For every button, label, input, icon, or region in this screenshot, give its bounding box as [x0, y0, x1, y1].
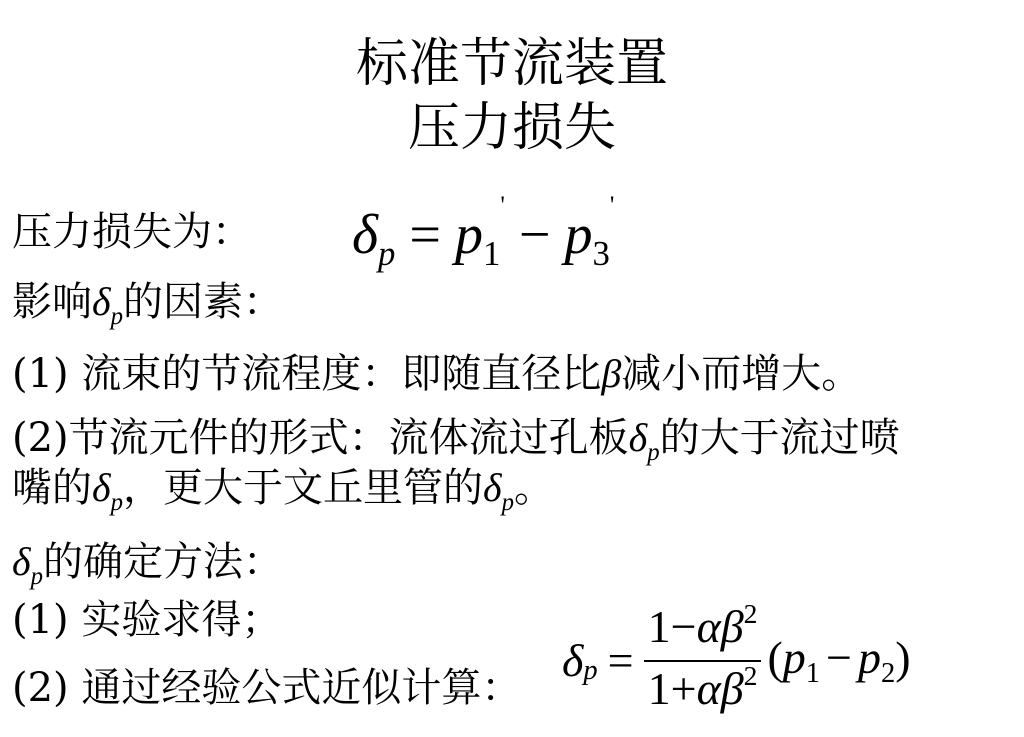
- factors-heading: [12, 278, 283, 332]
- p-symbol: p: [564, 204, 593, 266]
- delta-subscript: p: [110, 302, 123, 330]
- method-heading: [12, 538, 283, 592]
- paren-group: [767, 631, 910, 692]
- right-paren: ): [895, 631, 911, 683]
- exponent: 2: [743, 659, 758, 691]
- factor-item-2-line2: [12, 464, 554, 518]
- method-item-2: (2) 通过经验公式近似计算：: [12, 665, 522, 711]
- prime-mark: ': [500, 191, 505, 219]
- equals-sign: =: [607, 635, 634, 686]
- delta-symbol: δ: [92, 279, 111, 324]
- delta-symbol: δ: [92, 465, 111, 510]
- delta-symbol: δ: [483, 465, 502, 510]
- minus-sign: −: [826, 631, 852, 683]
- p-symbol: p: [454, 204, 483, 266]
- loss-formula: [352, 191, 615, 281]
- delta-symbol: δ: [12, 539, 31, 584]
- minus-sign: −: [670, 601, 697, 652]
- factor-item-1: [12, 350, 861, 398]
- empirical-formula: [562, 597, 911, 722]
- denominator: [644, 659, 762, 722]
- factors-prefix: 影响: [12, 279, 92, 325]
- factor-item-2-line2-mid: ，更大于文丘里管的: [123, 465, 483, 511]
- one-digit: 1: [647, 663, 671, 714]
- delta-symbol: δ: [628, 415, 648, 460]
- minus-sign: −: [518, 204, 551, 266]
- delta-subscript: p: [583, 654, 598, 686]
- plus-sign: +: [670, 663, 697, 714]
- delta-subscript: p: [110, 488, 123, 516]
- factor-item-1-text: (1) 流束的节流程度：即随直径比: [12, 351, 602, 397]
- method-heading-text: 的确定方法：: [43, 539, 283, 585]
- page-title: 标准节流装置: [355, 34, 668, 94]
- alpha-symbol: α: [696, 601, 721, 652]
- p1-subscript: 1: [805, 658, 821, 690]
- equals-sign: =: [409, 204, 441, 266]
- p2-subscript: 2: [880, 658, 896, 690]
- factor-item-2-line2-pre: 嘴的: [12, 465, 92, 511]
- numerator: [644, 597, 762, 660]
- left-paren: (: [767, 631, 783, 683]
- factor-item-2-line2-end: 。: [514, 465, 554, 511]
- alpha-symbol: α: [696, 663, 721, 714]
- factor-item-1-end: 减小而增大。: [621, 351, 862, 397]
- p-symbol: p: [782, 631, 806, 683]
- delta-subscript: p: [378, 234, 396, 274]
- p1-subscript: 1: [482, 234, 501, 274]
- factor-item-2-line1: [12, 414, 900, 468]
- factor-item-2-text: (2)节流元件的形式：流体流过孔板: [12, 415, 629, 461]
- prime-mark: ': [609, 191, 615, 219]
- p3-subscript: 3: [592, 234, 610, 274]
- fraction: [644, 597, 762, 722]
- delta-symbol: δ: [562, 635, 584, 686]
- factor-item-2-end: 的大于流过喷: [659, 415, 900, 461]
- delta-subscript: p: [30, 562, 43, 590]
- beta-symbol: β: [720, 663, 744, 714]
- p-symbol: p: [857, 631, 881, 683]
- one-digit: 1: [647, 601, 671, 652]
- loss-label: 压力损失为：: [12, 209, 252, 255]
- delta-symbol: δ: [352, 204, 379, 266]
- factors-suffix: 的因素：: [123, 279, 283, 325]
- exponent: 2: [743, 597, 758, 629]
- delta-subscript: p: [647, 438, 660, 466]
- method-item-1: (1) 实验求得；: [12, 597, 282, 643]
- delta-subscript: p: [501, 488, 514, 516]
- beta-symbol: β: [720, 601, 744, 652]
- beta-symbol: β: [601, 351, 622, 396]
- page-subtitle: 压力损失: [407, 98, 616, 158]
